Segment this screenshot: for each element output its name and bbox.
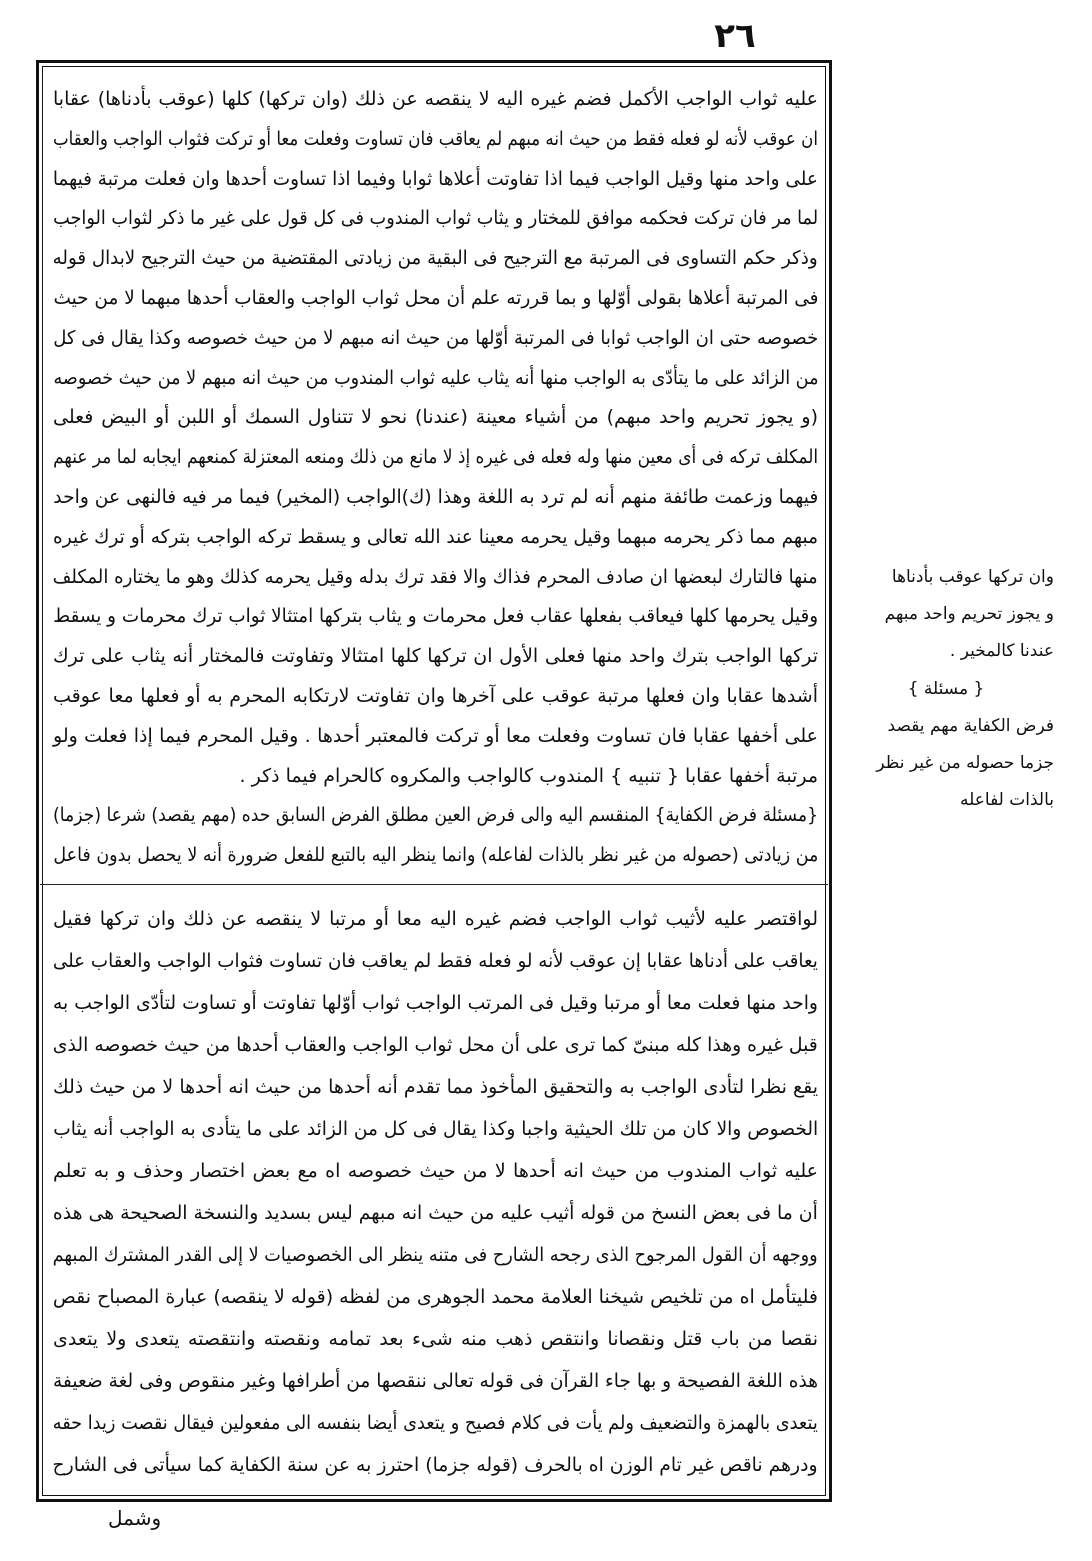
main-text-line-text: مبهم مما ذكر يحرمه مبهما وقيل يحرمه معينا عند الله تعالى و يسقط تركه الواجب بتركه أو ترك غيره: [53, 525, 818, 548]
main-text-line: [52, 160, 818, 200]
margin-note-text: جزما حصوله من غير نظر: [876, 752, 1054, 773]
commentary-line: [52, 1024, 818, 1066]
margin-note-text: و يجوز تحريم واحد مبهم: [884, 604, 1054, 625]
commentary: [52, 898, 818, 1486]
main-text-line: [52, 279, 818, 319]
commentary-line-text: هذه اللغة الفصيحة و بها جاء القرآن فى قوله تعالى ننقصها من أطرافها وغير منقوص وفى لغة ضعيفة: [52, 1370, 818, 1392]
commentary-line-text: نقصا من باب قتل ونقصانا وانتقص ذهب منه شىء بعد تمامه ونقصته وانتقصته يتعدى ولا يتعدى: [53, 1328, 818, 1350]
commentary-line-text: يقع نظرا لتأدى الواجب به والتحقيق المأخوذ مما تقدم أنه أحدها من حيث انه أحدها لا من حيث ذلك: [53, 1076, 818, 1098]
commentary-line: [52, 1108, 818, 1150]
main-text-line: [52, 717, 818, 757]
commentary-line: [52, 1318, 818, 1360]
main-text-line-text: منها فالتارك لبعضها ان صادف المحرم فذاك والا فقد ترك بدله وقيل يحرمه كذلك وهو ما يختاره المكلف: [53, 565, 818, 588]
margin-note-text: وان تركها عوقب بأدناها: [891, 567, 1054, 587]
commentary-line-text: أن ما فى بعض النسخ من قوله أثيب عليه من حيث انه مبهم ليس بسديد والنسخة الصحيحة هى هذه: [53, 1202, 818, 1224]
commentary-line: [52, 1192, 818, 1234]
main-text-line: [52, 239, 818, 279]
commentary-line: [52, 1402, 818, 1444]
commentary-line: [52, 940, 818, 982]
margin-notes: [838, 559, 1054, 819]
commentary-line: [52, 1066, 818, 1108]
main-text-line-text: مرتبة أخفها عقابا { تنبيه } المندوب كالواجب والمكروه كالحرام فيما ذكر .: [239, 764, 818, 787]
main-text-line-text: {مسئلة فرض الكفاية} المنقسم اليه والى فرض العين مطلق الفرض السابق حده (مهم يقصد) شرعا (جزما): [52, 804, 818, 827]
commentary-line: [52, 1150, 818, 1192]
main-text-line: [52, 757, 818, 797]
main-text-line-text: على واحد منها وقيل الواجب فيما اذا تفاوتت أعلاها ثوابا وفيما اذا تساوت أحدها وان فعلت مرتبة فيهما: [52, 167, 818, 190]
main-text-line-text: وذكر حكم التساوى فى المرتبة مع الترجيح فى البقية من زيادتى المقتضية من حيث الترجيح لابدال قوله: [52, 247, 818, 270]
margin-note-heading: [838, 671, 1054, 708]
main-text-line-text: تركها الواجب بترك واحد منها فعلى الأول ان تركها كلها امتثالا وتفاوتت فالمختار أنه يثاب على ترك: [53, 645, 818, 668]
margin-note: [838, 745, 1054, 782]
main-text-line: [52, 597, 818, 637]
main-text: [52, 80, 818, 876]
main-text-line: [52, 796, 818, 836]
commentary-line-text: ودرهم ناقص غير تام الوزن اه بالحرف (قوله جزما) احترز به عن سنة الكفاية كما سيأتى فى الشارح: [52, 1454, 818, 1476]
margin-note-text: { مسئلة }: [907, 678, 985, 699]
main-text-line: [52, 438, 818, 478]
margin-note-text: فرض الكفاية مهم يقصد: [887, 715, 1054, 736]
commentary-line-text: يعاقب على أدناها عقابا إن عوقب لأنه لو فعله فقط لم يعاقب فان تساوت فثواب الواجب والعقاب على: [52, 950, 818, 972]
margin-note: [838, 596, 1054, 633]
main-text-line-text: لما مر فان تركت فحكمه موافق للمختار و يثاب ثواب المندوب فى كل قول على غير ما ذكر لثواب الواجب: [52, 207, 818, 230]
main-text-line: [52, 518, 818, 558]
commentary-line: [52, 1276, 818, 1318]
main-text-line-text: فيهما وزعمت طائفة منهم أنه لم ترد به اللغة وهذا (ك)الواجب (المخير) فيما مر فيه فالنهى عن واحد: [52, 485, 818, 508]
commentary-line-text: لواقتصر عليه لأثيب ثواب الواجب فضم غيره اليه معا أو مرتبا لا ينقصه عن ذلك وان تركها فقيل: [53, 908, 818, 930]
commentary-line-text: قبل غيره وهذا كله مبنىّ كما ترى على أن محل ثواب الواجب والعقاب أحدها من حيث خصوصه الذى: [52, 1034, 818, 1056]
commentary-line-text: ووجهه أن القول المرجوح الذى رجحه الشارح فى متنه ينظر الى الخصوصيات لا إلى القدر المشترك المبهم: [52, 1244, 818, 1266]
main-text-line: [52, 398, 818, 438]
margin-note-text: عندنا كالمخير .: [949, 641, 1054, 662]
commentary-line-text: واحد منها فعلت معا أو مرتبا وقيل فى المرتب الواجب ثواب أوّلها تفاوتت أو تساوت لتأدّى الواجب به: [52, 992, 818, 1014]
main-text-line: [52, 637, 818, 677]
margin-note: [838, 708, 1054, 745]
main-text-line: [52, 478, 818, 518]
commentary-line-text: يتعدى بالهمزة والتضعيف ولم يأت فى كلام فصيح و يتعدى أيضا بنفسه الى مفعولين فيقال نقصت زيدا حقه: [52, 1412, 818, 1434]
main-text-line-text: عليه ثواب الواجب الأكمل فضم غيره اليه لا ينقصه عن ذلك (وان تركها) كلها (عوقب بأدناها) عقابا: [53, 88, 818, 110]
main-text-line-text: خصوصه حتى ان الواجب ثوابا فى المرتبة أوّلها من حيث انه مبهم لا من حيث خصوصه وكذا يقال فى كل: [52, 326, 818, 349]
commentary-line-text: الخصوص والا كان من تلك الحيثية واجبا وكذا يقال فى كل من الزائد على ما يتأدى به الواجب أنه يثاب: [52, 1118, 818, 1140]
main-text-line-text: من الزائد على ما يتأدّى به الواجب منها أنه يثاب عليه ثواب المندوب من حيث انه مبهم لا من حيث خصوصه: [52, 366, 818, 389]
main-text-line: [52, 836, 818, 876]
commentary-line-text: فليتأمل اه من تلخيص شيخنا العلامة محمد الجوهرى من لفظه (قوله لا ينقصه) عبارة المصباح نقص: [52, 1286, 818, 1308]
main-text-line-text: المكلف تركه فى أى معين منها وله فعله فى غيره إذ لا مانع من ذلك ومنعه المعتزلة كمنعهم ايجابه لما مر عنهم: [53, 446, 818, 469]
commentary-line-text: عليه ثواب المندوب من حيث انه أحدها لا من حيث خصوصه اه مع بعض اختصار وحذف و به تعلم: [52, 1160, 818, 1182]
commentary-line: [52, 1444, 818, 1486]
main-text-line-text: أشدها عقابا وان فعلها مرتبة عوقب على آخرها وان تفاوتت لارتكابه المحرم به أو فعلها معا عوقب: [53, 684, 818, 707]
catchword: وشمل: [108, 1506, 162, 1530]
main-text-line-text: (و يجوز تحريم واحد مبهم) من أشياء معينة (عندنا) نحو لا تتناول السمك أو اللبن أو البيض فعلى: [53, 406, 818, 429]
main-text-line: [52, 677, 818, 717]
commentary-line: [52, 1234, 818, 1276]
margin-note: [838, 559, 1054, 596]
page-number: ٢٦: [714, 16, 756, 56]
main-text-line: [52, 199, 818, 239]
main-text-line-text: وقيل يحرمها كلها فيعاقب بفعلها عقاب فعل محرمات و يثاب بتركها امتثالا ثواب ترك محرمات و يسقط: [52, 605, 818, 628]
main-text-line-text: على أخفها عقابا فان تساوت وفعلت معا أو تركت فالمعتبر أحدها . وقيل المحرم فيما إذا فعلت ولو: [53, 724, 818, 747]
margin-note-text: بالذات لفاعله: [960, 790, 1054, 811]
main-text-line-text: من زيادتى (حصوله من غير نظر بالذات لفاعله) وانما ينظر اليه بالتبع للفعل ضرورة أنه لا يحصل بدون فاعل: [53, 844, 818, 867]
main-text-line: [52, 80, 818, 120]
section-divider: [40, 884, 828, 885]
main-text-line-text: ان عوقب لأنه لو فعله فقط من حيث انه مبهم لم يعاقب فان تساوت وفعلت معا أو تركت فثواب الواجب والعقاب: [53, 127, 818, 150]
main-text-line: [52, 558, 818, 598]
margin-note: [838, 633, 1054, 670]
main-text-line: [52, 319, 818, 359]
commentary-line: [52, 982, 818, 1024]
main-text-line: [52, 120, 818, 160]
commentary-line: [52, 1360, 818, 1402]
main-text-line: [52, 359, 818, 399]
main-text-line-text: فى المرتبة أعلاها بقولى أوّلها و بما قررته علم أن محل ثواب الواجب والعقاب أحدها مبهما لا من حيث: [52, 286, 818, 309]
commentary-line: [52, 898, 818, 940]
margin-note: [838, 782, 1054, 819]
